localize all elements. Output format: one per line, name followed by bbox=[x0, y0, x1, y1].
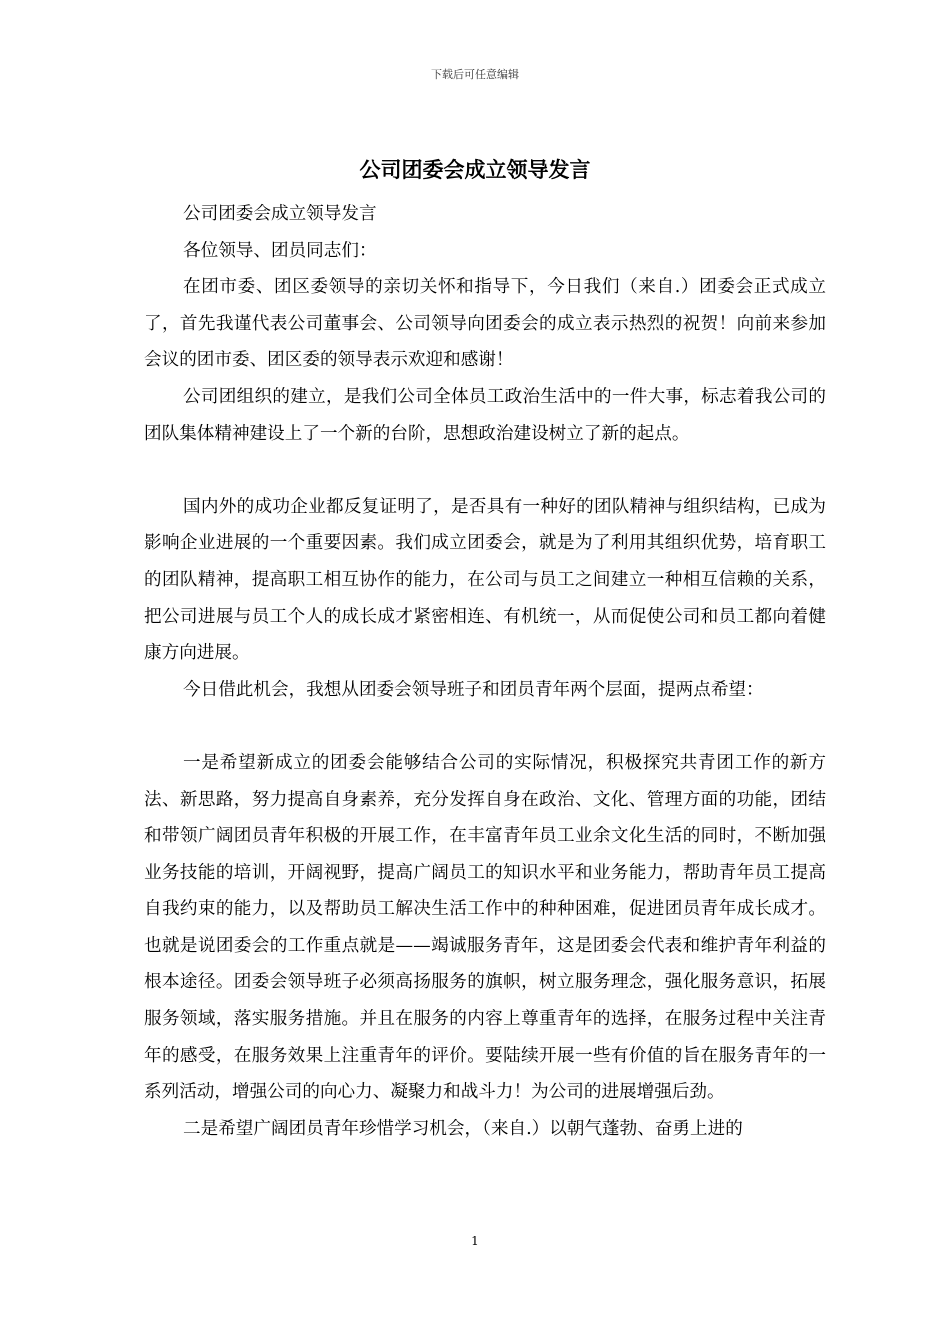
paragraph-subtitle: 公司团委会成立领导发言 bbox=[183, 204, 377, 224]
page-number: 1 bbox=[471, 1234, 479, 1248]
document-title: 公司团委会成立领导发言 bbox=[359, 157, 591, 182]
paragraph-significance: 公司团组织的建立，是我们公司全体员工政治生活中的一件大事，标志着我公司的团队集体精神建设上了一个新的台阶，思想政治建设树立了新的起点。 bbox=[144, 386, 826, 444]
paragraph-salutation: 各位领导、团员同志们： bbox=[183, 240, 377, 261]
paragraph-second-hope: 二是希望广阔团员青年珍惜学习机会，（来自.）以朝气蓬勃、奋勇上进的 bbox=[183, 1118, 743, 1139]
paragraph-congratulations: 在团市委、团区委领导的亲切关怀和指导下，今日我们（来自.）团委会正式成立了，首先我谨代表公司董事会、公司领导向团委会的成立表示热烈的祝贺！向前来参加会议的团市委、团区委的领导表示欢迎和感谢！ bbox=[144, 277, 826, 371]
paragraph-team-spirit: 国内外的成功企业都反复证明了，是否具有一种好的团队精神与组织结构，已成为影响企业进展的一个重要因素。我们成立团委会，就是为了利用其组织优势，培育职工的团队精神，提高职工相互协作的能力，在公司与员工之间建立一种相互信赖的关系，把公司进展与员工个人的成长成才紧密相连、有机统一，从而促使公司和员工都向着健康方向进展。 bbox=[144, 496, 826, 664]
paragraph-spacer bbox=[144, 452, 826, 489]
paragraph-first-hope: 一是希望新成立的团委会能够结合公司的实际情况，积极探究共青团工作的新方法、新思路，努力提高自身素养，充分发挥自身在政治、文化、管理方面的功能，团结和带领广阔团员青年积极的开展工作，在丰富青年员工业余文化生活的同时，不断加强业务技能的培训，开阔视野，提高广阔员工的知识水平和业务能力，帮助青年员工提高自我约束的能力，以及帮助员工解决生活工作中的种种困难，促进团员青年成长成才。也就是说团委会的工作重点就是——竭诚服务青年，这是团委会代表和维护青年利益的根本途径。团委会领导班子必须高扬服务的旗帜，树立服务理念，强化服务意识，拓展服务领域，落实服务措施。并且在服务的内容上尊重青年的选择，在服务过程中关注青年的感受，在服务效果上注重青年的评价。要陆续开展一些有价值的旨在服务青年的一系列活动，增强公司的向心力、凝聚力和战斗力！为公司的进展增强后劲。 bbox=[144, 752, 826, 1103]
page-header-note: 下载后可任意编辑 bbox=[431, 68, 519, 81]
paragraph-two-hopes-intro: 今日借此机会，我想从团委会领导班子和团员青年两个层面，提两点希望： bbox=[183, 679, 764, 700]
document-body bbox=[144, 196, 826, 1147]
paragraph-spacer bbox=[144, 708, 826, 745]
